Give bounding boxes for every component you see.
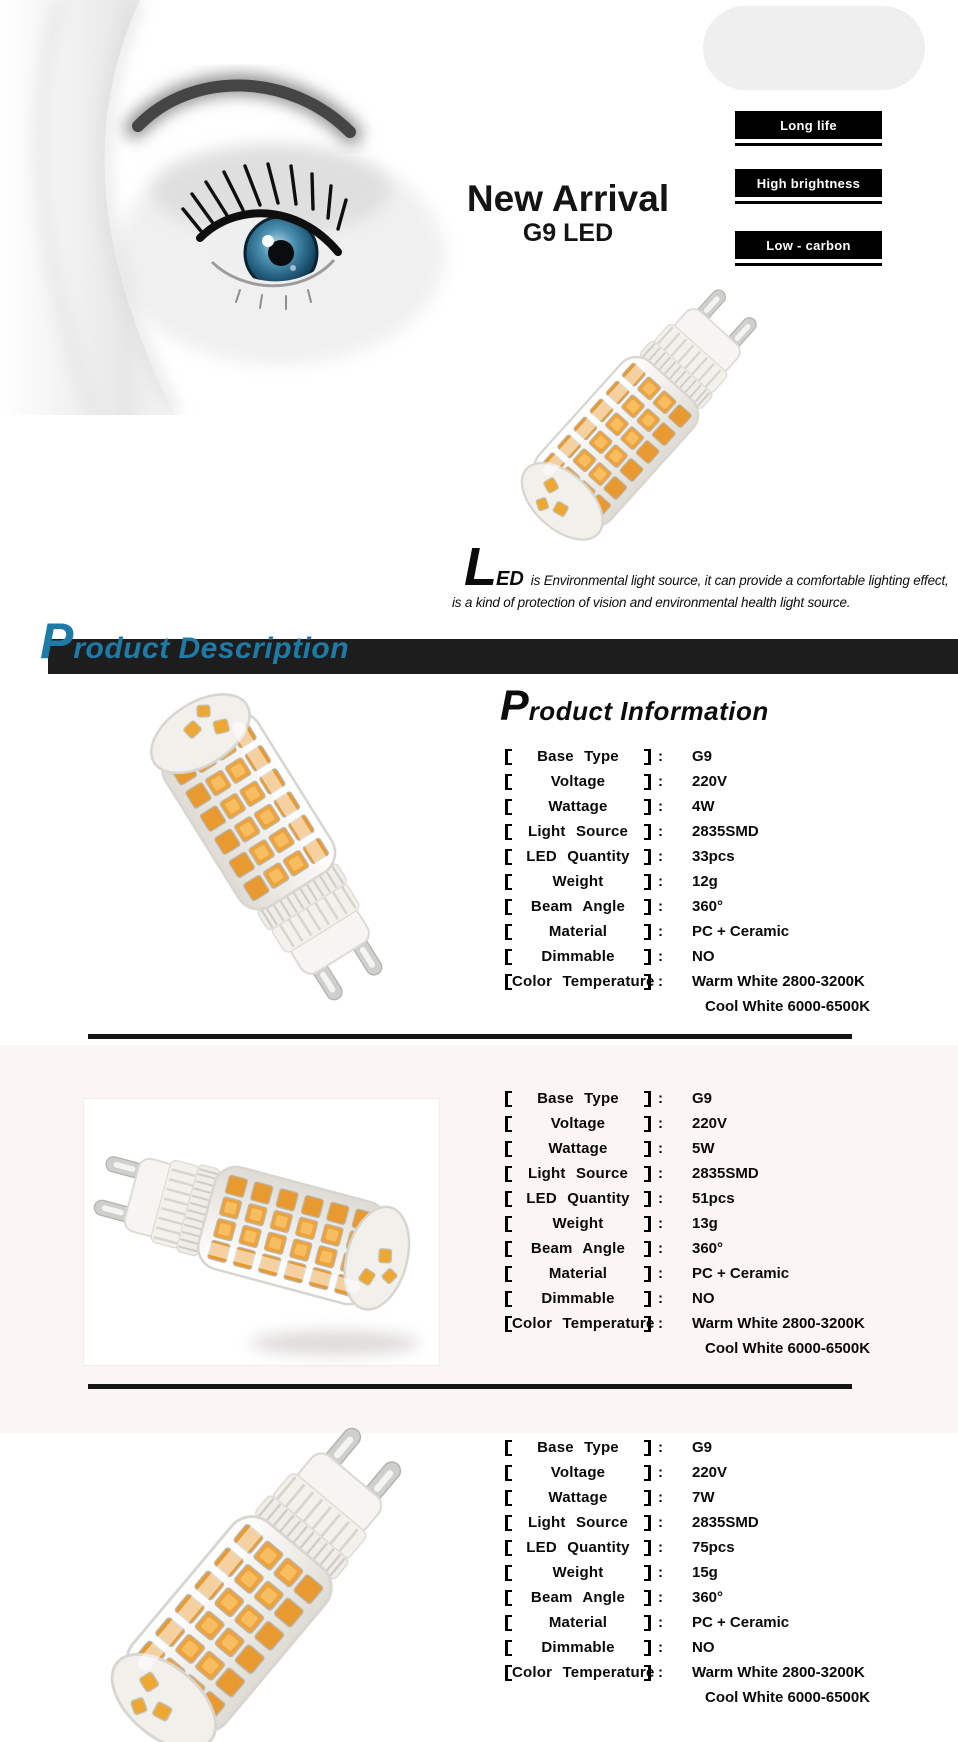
spec-label: Voltage [550, 1464, 606, 1481]
spec-label: Wattage [548, 1489, 608, 1506]
badge-low-carbon: Low - carbon [735, 231, 882, 259]
bracket-open-icon [505, 1515, 512, 1531]
spec-label: Weight [552, 873, 604, 890]
spec-row [505, 1485, 945, 1510]
spec-colon: : [658, 1190, 663, 1207]
spec-colon: : [658, 1215, 663, 1232]
spec-colon: : [658, 823, 663, 840]
bracket-close-icon [644, 824, 651, 840]
spec-row [505, 1186, 945, 1211]
spec-row [505, 1610, 945, 1635]
spec-colon: : [658, 1539, 663, 1556]
spec-colon: : [658, 1315, 663, 1332]
bracket-open-icon [505, 774, 512, 790]
spec-colon: : [658, 798, 663, 815]
spec-row [505, 919, 945, 944]
spec-value: Cool White 6000-6500K [705, 998, 871, 1015]
spec-value: Cool White 6000-6500K [705, 1689, 871, 1706]
badge-underline [735, 263, 882, 266]
spec-colon: : [658, 1290, 663, 1307]
spec-colon: : [658, 1115, 663, 1132]
spec-label: Beam Angle [530, 1240, 626, 1257]
badge-underline [735, 143, 882, 146]
bracket-open-icon [505, 1141, 512, 1157]
bracket-close-icon [644, 774, 651, 790]
spec-value: G9 [692, 1090, 713, 1107]
spec-colon: : [658, 1664, 663, 1681]
bracket-close-icon [644, 1565, 651, 1581]
spec-label: Wattage [548, 1140, 608, 1157]
bracket-close-icon [644, 849, 651, 865]
spec-value: 360° [692, 1240, 724, 1257]
spec-value: NO [692, 1290, 715, 1307]
bracket-open-icon [505, 1640, 512, 1656]
spec-label: Dimmable [541, 1639, 615, 1656]
bracket-open-icon [505, 1291, 512, 1307]
spec-label: Base Type [537, 1439, 619, 1456]
section-divider [88, 1384, 852, 1389]
spec-row [505, 1211, 945, 1236]
spec-colon: : [658, 973, 663, 990]
spec-label: Material [548, 1614, 608, 1631]
spec-value: 2835SMD [692, 1165, 759, 1182]
bracket-open-icon [505, 1440, 512, 1456]
spec-value: 4W [692, 798, 715, 815]
spec-label: Material [548, 1265, 608, 1282]
bracket-open-icon [505, 924, 512, 940]
product-3-spec-list [505, 1435, 945, 1710]
heading-initial: P [500, 682, 529, 730]
heading-initial: P [40, 613, 74, 669]
bracket-open-icon [505, 1191, 512, 1207]
spec-value: Warm White 2800-3200K [692, 973, 865, 990]
spec-value: NO [692, 1639, 715, 1656]
spec-colon: : [658, 1589, 663, 1606]
badge-underline [735, 201, 882, 204]
spec-label: LED Quantity [526, 848, 630, 865]
bracket-close-icon [644, 1141, 651, 1157]
spec-value: Warm White 2800-3200K [692, 1315, 865, 1332]
spec-label: Beam Angle [530, 1589, 626, 1606]
spec-label: Light Source [527, 1165, 629, 1182]
badge-long-life: Long life [735, 111, 882, 139]
spec-label: Color Temperature [512, 973, 655, 990]
bracket-open-icon [505, 1590, 512, 1606]
bracket-open-icon [505, 1091, 512, 1107]
spec-value: G9 [692, 748, 713, 765]
bracket-open-icon [505, 974, 512, 990]
spec-colon: : [658, 1514, 663, 1531]
spec-label: Voltage [550, 773, 606, 790]
spec-value: 51pcs [692, 1190, 735, 1207]
bracket-open-icon [505, 1665, 512, 1681]
bracket-open-icon [505, 949, 512, 965]
bracket-close-icon [644, 1640, 651, 1656]
page-title: New Arrival [466, 178, 670, 219]
bracket-open-icon [505, 799, 512, 815]
spec-value: NO [692, 948, 715, 965]
spec-colon: : [658, 1464, 663, 1481]
spec-value: Cool White 6000-6500K [705, 1340, 871, 1357]
spec-row [505, 1086, 945, 1111]
bracket-close-icon [644, 899, 651, 915]
bracket-open-icon [505, 1266, 512, 1282]
bracket-open-icon [505, 1316, 512, 1332]
spec-colon: : [658, 1165, 663, 1182]
bracket-close-icon [644, 1615, 651, 1631]
spec-row [505, 819, 945, 844]
bracket-open-icon [505, 1565, 512, 1581]
spec-row [505, 1286, 945, 1311]
spec-label: Beam Angle [530, 898, 626, 915]
product-3-bulb-photo [70, 1389, 446, 1742]
bracket-open-icon [505, 899, 512, 915]
spec-value: Warm White 2800-3200K [692, 1664, 865, 1681]
spec-row [505, 744, 945, 769]
bracket-close-icon [644, 799, 651, 815]
bracket-close-icon [644, 1540, 651, 1556]
intro-text-1: is Environmental light source, it can provide a comfortable lighting effect, [530, 573, 949, 588]
spec-label: Material [548, 923, 608, 940]
product-1-spec-list [505, 744, 945, 1019]
spec-colon: : [658, 1439, 663, 1456]
bracket-close-icon [644, 1216, 651, 1232]
gray-decoration-blob [703, 6, 925, 90]
spec-value: G9 [692, 1439, 713, 1456]
spec-row [505, 1660, 945, 1685]
spec-label: Dimmable [541, 948, 615, 965]
bracket-open-icon [505, 1241, 512, 1257]
bracket-open-icon [505, 1166, 512, 1182]
spec-colon: : [658, 1564, 663, 1581]
spec-row [505, 1136, 945, 1161]
bracket-close-icon [644, 874, 651, 890]
spec-label: Base Type [537, 748, 619, 765]
spec-colon: : [658, 1090, 663, 1107]
bracket-close-icon [644, 949, 651, 965]
spec-colon: : [658, 1240, 663, 1257]
spec-row [505, 1161, 945, 1186]
bracket-close-icon [644, 1116, 651, 1132]
bracket-close-icon [644, 1316, 651, 1332]
spec-value: 2835SMD [692, 823, 759, 840]
bracket-close-icon [644, 1440, 651, 1456]
bracket-open-icon [505, 1216, 512, 1232]
spec-row [505, 894, 945, 919]
intro-line-1 [464, 536, 949, 598]
spec-row [505, 1585, 945, 1610]
spec-colon: : [658, 923, 663, 940]
spec-colon: : [658, 898, 663, 915]
bracket-open-icon [505, 874, 512, 890]
spec-value: PC + Ceramic [692, 1265, 790, 1282]
spec-row [505, 1535, 945, 1560]
spec-row [505, 1236, 945, 1261]
eye-photo [0, 0, 470, 415]
spec-label: LED Quantity [526, 1190, 630, 1207]
spec-row [505, 969, 945, 994]
spec-value: 75pcs [692, 1539, 735, 1556]
spec-label: Color Temperature [512, 1315, 655, 1332]
spec-label: Color Temperature [512, 1664, 655, 1681]
spec-value: PC + Ceramic [692, 1614, 790, 1631]
spec-colon: : [658, 1639, 663, 1656]
section-divider [88, 1034, 852, 1039]
heading-rest: roduct Information [528, 696, 769, 726]
spec-row [505, 1111, 945, 1136]
spec-value: 7W [692, 1489, 715, 1506]
spec-row [505, 769, 945, 794]
bracket-close-icon [644, 1590, 651, 1606]
bracket-close-icon [644, 1490, 651, 1506]
intro-dropcap-tail: ED [496, 568, 524, 590]
bracket-open-icon [505, 824, 512, 840]
bracket-open-icon [505, 849, 512, 865]
page-subtitle: G9 LED [522, 219, 614, 247]
spec-label: Weight [552, 1215, 604, 1232]
spec-row [505, 944, 945, 969]
spec-label: Voltage [550, 1115, 606, 1132]
bracket-close-icon [644, 1515, 651, 1531]
product-description-heading [40, 612, 349, 670]
spec-row-continuation [505, 1336, 945, 1361]
spec-value: 5W [692, 1140, 715, 1157]
product-information-heading [500, 682, 769, 731]
bracket-close-icon [644, 1166, 651, 1182]
bracket-open-icon [505, 749, 512, 765]
spec-colon: : [658, 1265, 663, 1282]
spec-row [505, 1311, 945, 1336]
product-2-spec-list [505, 1086, 945, 1361]
spec-row [505, 1460, 945, 1485]
bracket-close-icon [644, 1241, 651, 1257]
spec-label: Dimmable [541, 1290, 615, 1307]
spec-colon: : [658, 948, 663, 965]
spec-row [505, 1510, 945, 1535]
spec-value: 220V [692, 773, 728, 790]
spec-row [505, 794, 945, 819]
spec-value: PC + Ceramic [692, 923, 790, 940]
product-1-bulb-photo [114, 660, 425, 1029]
bracket-open-icon [505, 1490, 512, 1506]
spec-row [505, 1435, 945, 1460]
spec-colon: : [658, 1489, 663, 1506]
spec-label: Light Source [527, 823, 629, 840]
spec-row [505, 1560, 945, 1585]
spec-colon: : [658, 848, 663, 865]
spec-row [505, 1261, 945, 1286]
spec-colon: : [658, 748, 663, 765]
spec-value: 33pcs [692, 848, 735, 865]
spec-value: 220V [692, 1464, 728, 1481]
spec-label: Wattage [548, 798, 608, 815]
spec-row-continuation [505, 1685, 945, 1710]
bracket-close-icon [644, 1665, 651, 1681]
spec-row [505, 1635, 945, 1660]
spec-colon: : [658, 1614, 663, 1631]
spec-value: 2835SMD [692, 1514, 759, 1531]
spec-label: Base Type [537, 1090, 619, 1107]
spec-value: 220V [692, 1115, 728, 1132]
spec-value: 360° [692, 898, 724, 915]
spec-colon: : [658, 873, 663, 890]
spec-value: 15g [692, 1564, 718, 1581]
spec-colon: : [658, 773, 663, 790]
hero-bulb-photo [488, 257, 791, 572]
bracket-close-icon [644, 1091, 651, 1107]
bracket-close-icon [644, 1291, 651, 1307]
bracket-open-icon [505, 1615, 512, 1631]
spec-value: 13g [692, 1215, 718, 1232]
bracket-close-icon [644, 1266, 651, 1282]
spec-label: Weight [552, 1564, 604, 1581]
bracket-open-icon [505, 1116, 512, 1132]
bracket-close-icon [644, 749, 651, 765]
spec-colon: : [658, 1140, 663, 1157]
spec-label: Light Source [527, 1514, 629, 1531]
bracket-close-icon [644, 974, 651, 990]
bracket-open-icon [505, 1465, 512, 1481]
spec-label: LED Quantity [526, 1539, 630, 1556]
intro-dropcap: L [464, 537, 496, 597]
spec-row [505, 869, 945, 894]
bracket-close-icon [644, 1191, 651, 1207]
heading-rest: roduct Description [73, 632, 350, 665]
bracket-close-icon [644, 924, 651, 940]
intro-line-2: is a kind of protection of vision and environmental health light source. [452, 595, 851, 610]
bracket-close-icon [644, 1465, 651, 1481]
badge-high-brightness: High brightness [735, 169, 882, 197]
spec-row [505, 844, 945, 869]
spec-value: 12g [692, 873, 718, 890]
bulb-shadow [250, 1330, 420, 1356]
spec-value: 360° [692, 1589, 724, 1606]
spec-row-continuation [505, 994, 945, 1019]
bracket-open-icon [505, 1540, 512, 1556]
